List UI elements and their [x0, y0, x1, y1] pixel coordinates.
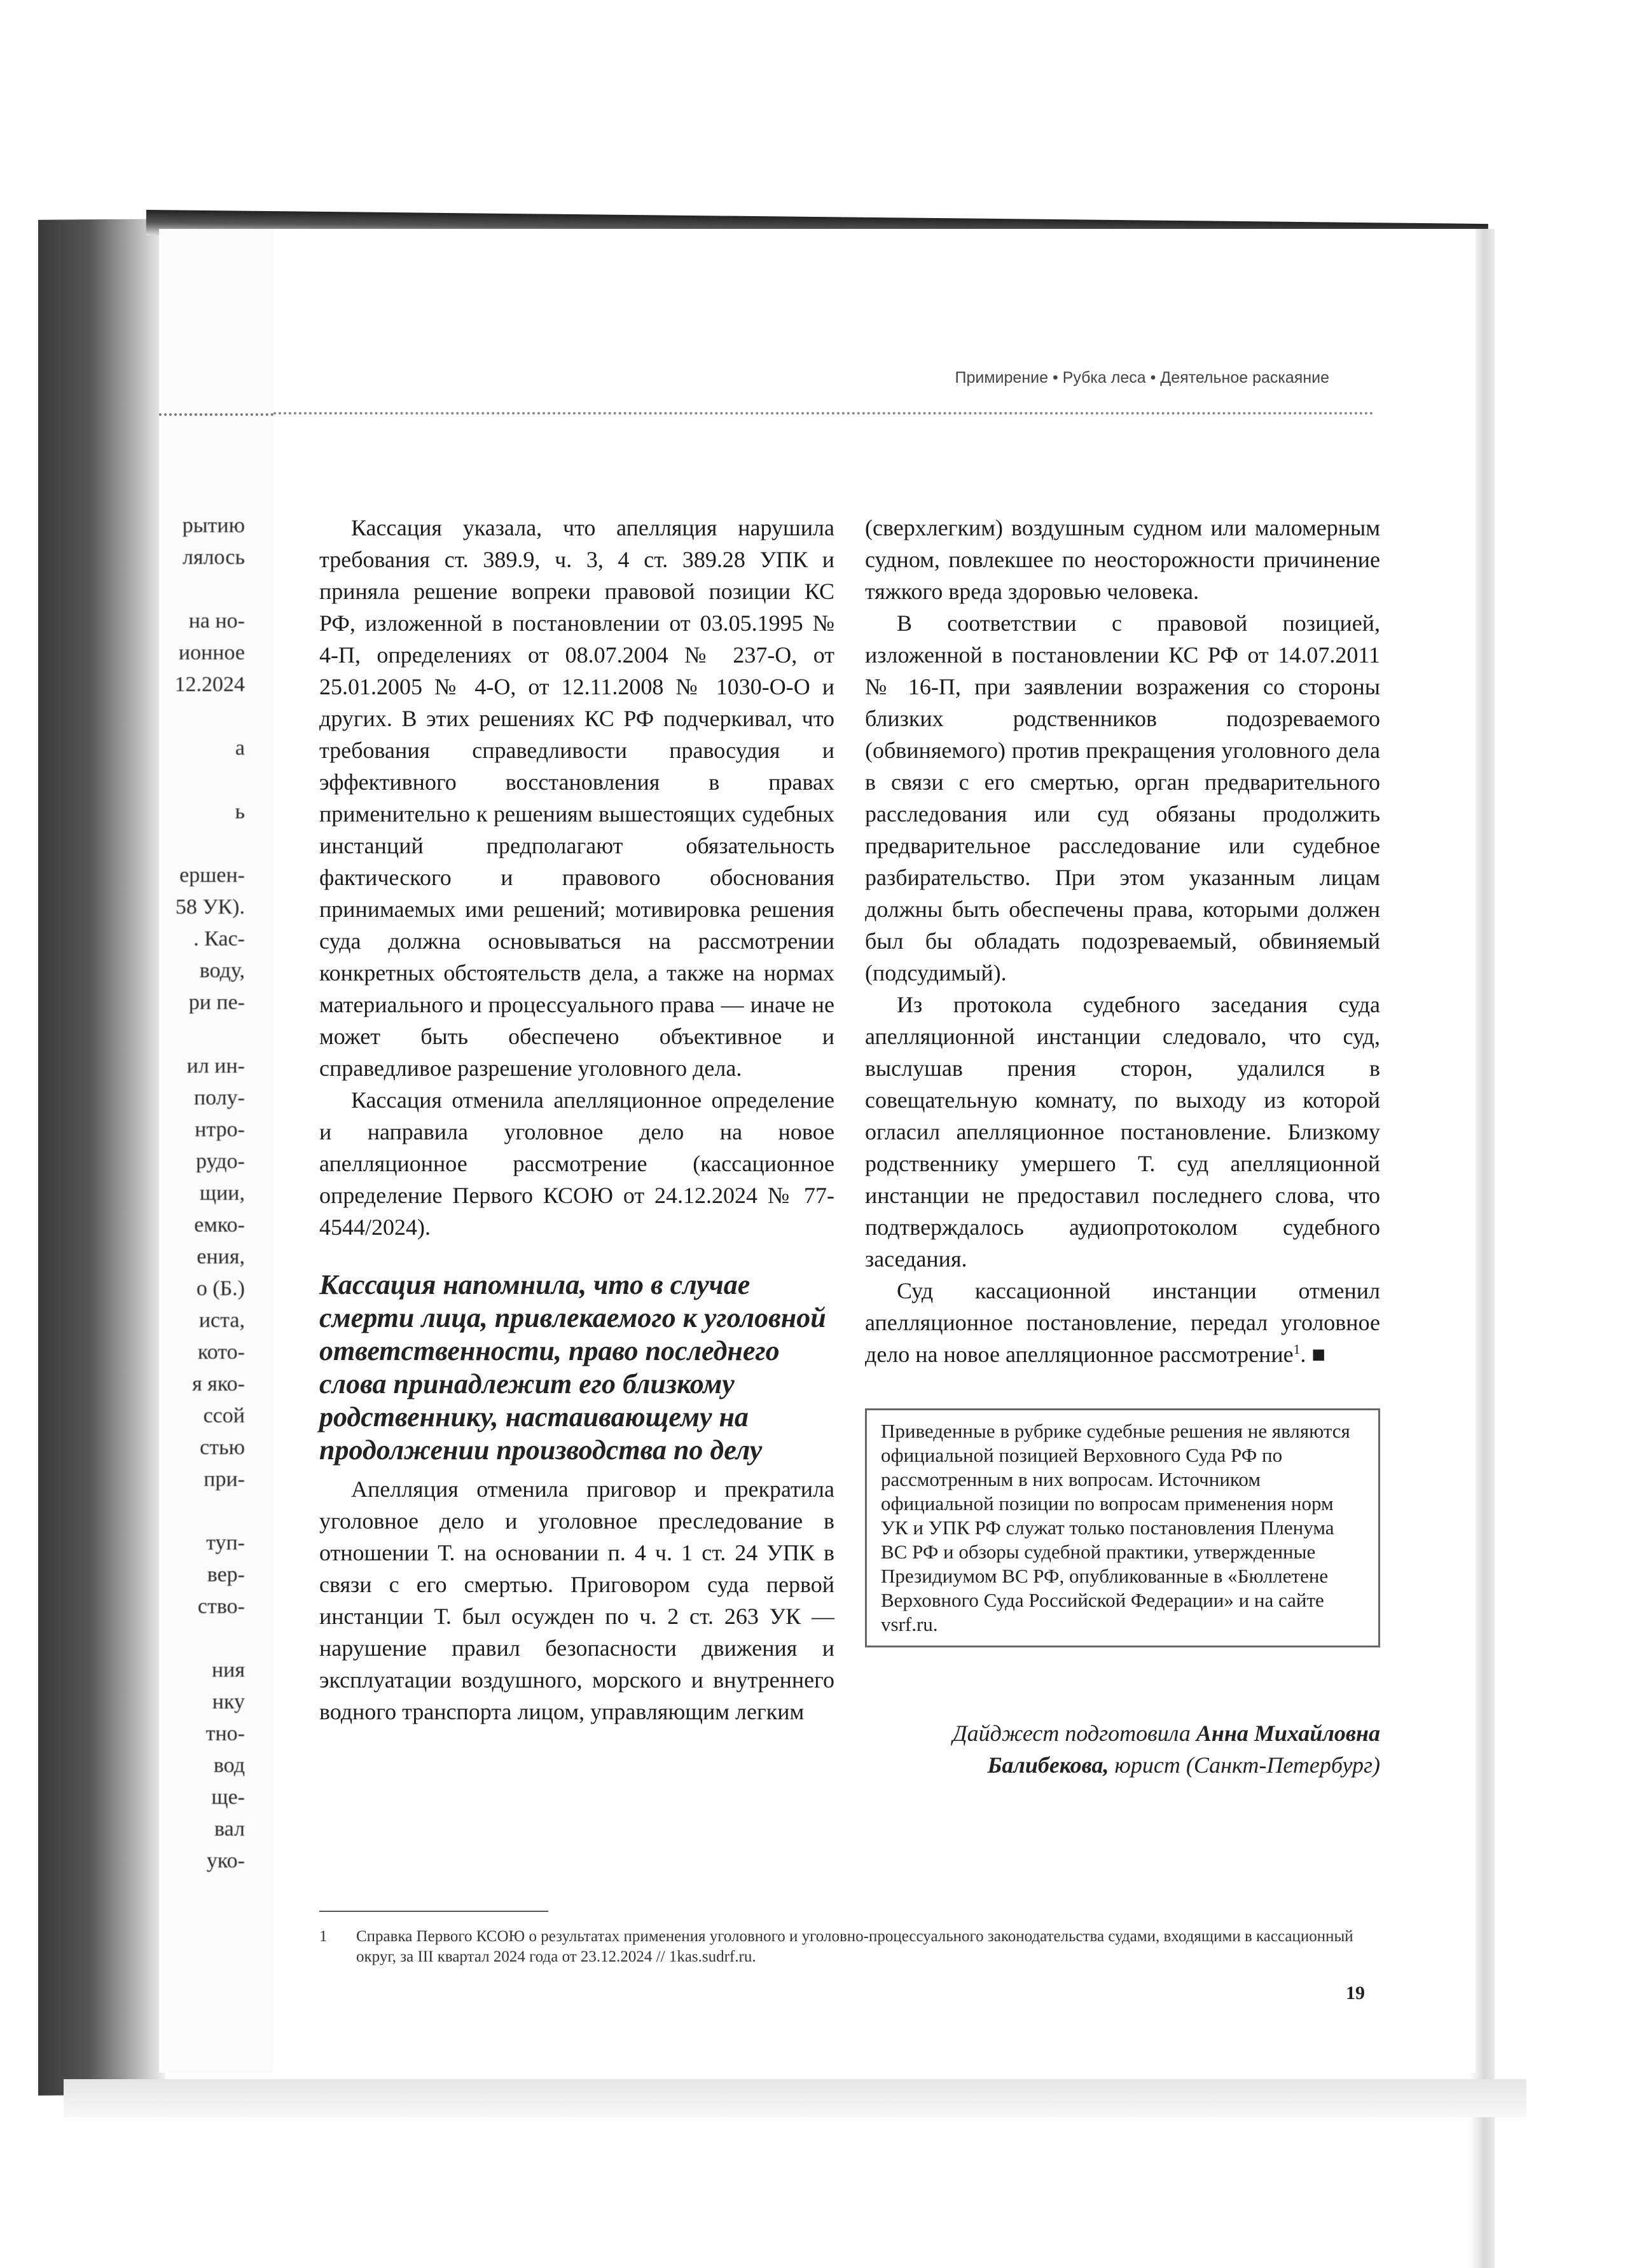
left-page-fragment: ил ин- [186, 1054, 245, 1078]
author-signature [865, 1717, 1380, 1781]
footnote-rule [319, 1911, 548, 1912]
paragraph: Кассация отменила апелляционное определение и направила уголовное дело на новое апелляционное рассмотрение (кассационное определение Первого КСОЮ от 24.12.2024 № 77-4544/2024). [319, 1087, 834, 1240]
left-page-fragment: вал [214, 1817, 245, 1841]
paragraph: Из протокола судебного заседания суда апелляционной инстанции следовало, что суд, выслушав прения сторон, удалился в совещательную комнату, по выходу из которой огласил апелляционное постановление. Близкому родственнику умершего Т. суд апелляционной инстанции не предоставил последнего слова, что подтверждалось аудиопротоколом судебного заседания. [865, 992, 1380, 1272]
left-page-fragment: туп- [206, 1531, 245, 1555]
right-column [865, 512, 1380, 1781]
left-page-fragment: полу- [193, 1086, 245, 1110]
left-page-fragment: ще- [211, 1785, 245, 1809]
scan-shadow-left [38, 219, 165, 2095]
footnote [319, 1927, 1375, 1967]
left-page-fragment: щии, [199, 1181, 245, 1205]
left-page-fragment: ионное [178, 641, 245, 664]
paragraph [865, 1275, 1380, 1370]
left-page-fragment: ения, [197, 1245, 245, 1268]
running-head-rule [273, 412, 1374, 415]
footnote-number: 1 [319, 1928, 328, 1945]
left-page-fragment: ершен- [179, 863, 245, 887]
paragraph-text: Суд кассационной инстанции отменил апелляционное постановление, передал уголовное дело на новое апелляционное рассмотрение [865, 1278, 1380, 1367]
signature-prefix: Дайджест подготовила [952, 1721, 1196, 1746]
left-page-fragment: рытию [182, 514, 245, 537]
scan-shadow-bottom [64, 2079, 1526, 2117]
left-page-fragment: 58 УК). [175, 895, 245, 919]
left-page-fragment: на но- [188, 609, 245, 633]
left-page-fragment: емко- [194, 1213, 245, 1237]
left-page-fragment: рудо- [195, 1150, 245, 1173]
page-number: 19 [1346, 1983, 1365, 2003]
left-page-fragment: a [235, 736, 245, 760]
footnote-text: Справка Первого КСОЮ о результатах применения уголовного и уголовно-процессуального законодательства судами, входящими в кассационный округ, за III квартал 2024 года от 23.12.2024 // 1kas.sudrf.ru. [356, 1928, 1353, 1965]
left-page-fragment: ссой [203, 1404, 245, 1427]
end-mark: . ■ [1300, 1342, 1326, 1367]
left-page-fragment: . Кас- [193, 927, 245, 951]
left-page-fragment: иста, [198, 1309, 245, 1332]
signature-suffix: юрист (Санкт-Петербург) [1109, 1752, 1380, 1778]
left-page-fragment: стью [200, 1436, 245, 1459]
left-page-fragment: о (Б.) [196, 1277, 245, 1300]
left-page-fragment: нтро- [195, 1118, 245, 1141]
left-neighbour-page [159, 229, 275, 2073]
left-column [319, 512, 834, 1728]
left-page-fragment: ри пе- [188, 991, 245, 1014]
left-page-fragment: ь [235, 800, 245, 823]
paragraph: Кассация указала, что апелляция нарушила требования ст. 389.9, ч. 3, 4 ст. 389.28 УПК и приняла решение вопреки правовой позиции КС РФ, изложенной в постановлении от 03.05.1995 № 4-П, определениях от 08.07.2004 № 237-О, от 25.01.2005 № 4-О, от 12.11.2008 № 1030-О-О и других. В этих решениях КС РФ подчеркивал, что требования справедливости правосудия и эффективного восстановления в правах применительно к решениям вышестоящих судебных инстанций предполагают обязательность фактического и правового обоснования принимаемых ими решений; мотивировка решения суда должна основываться на рассмотрении конкретных обстоятельств дела, а также на нормах материального и процессуального права — иначе не может быть обеспечено объективное и справедливое разрешение уголовного дела. [319, 515, 834, 1081]
left-page-fragment: я яко- [192, 1372, 245, 1396]
disclaimer-box: Приведенные в рубрике судебные решения не являются официальной позицией Верховного Суда РФ по рассмотренным в них вопросам. Источником официальной позиции по вопросам применения норм УК и УПК РФ служат только постановления Пленума ВС РФ и обзоры судебной практики, утвержденные Президиумом ВС РФ, опубликованные в «Бюллетене Верховного Суда Российской Федерации» и на сайте vsrf.ru. [865, 1408, 1380, 1647]
left-page-fragment: уко- [206, 1849, 245, 1873]
paragraph: (сверхлегким) воздушным судном или маломерным судном, повлекшее по неосторожности причинение тяжкого вреда здоровью человека. [865, 515, 1380, 604]
footnote-reference: 1 [1293, 1342, 1301, 1357]
left-page-fragment: лялось [182, 546, 245, 569]
left-page-fragment: вод [213, 1754, 245, 1777]
section-subheading: Кассация напомнила, что в случае смерти лица, привлекаемого к уголовной ответственности, право последнего слова принадлежит его близкому родственнику, настаивающему на продолжении производства по делу [319, 1269, 826, 1466]
left-page-fragment: ния [211, 1658, 245, 1682]
left-page-fragment: воду, [199, 959, 245, 982]
paragraph: Апелляция отменила приговор и прекратила уголовное дело и уголовное преследование в отношении Т. на основании п. 4 ч. 1 ст. 24 УПК в связи с его смертью. Приговором суда первой инстанции Т. был осужден по ч. 2 ст. 263 УК — нарушение правил безопасности движения и эксплуатации воздушного, морского и внутреннего водного транспорта лицом, управляющим легким [319, 1476, 834, 1724]
left-page-fragment: кото- [197, 1340, 245, 1364]
left-page-fragment: вер- [207, 1563, 245, 1586]
left-page-fragment: нку [212, 1690, 245, 1714]
left-page-fragment: 12.2024 [174, 673, 245, 696]
left-page-fragment: ство- [197, 1595, 245, 1618]
left-page-fragment: при- [204, 1467, 245, 1491]
running-head: Примирение • Рубка леса • Деятельное раскаяние [955, 369, 1329, 387]
author-name: Анна Михайловна Балибекова, [987, 1721, 1380, 1778]
left-page-fragment: тно- [205, 1722, 245, 1745]
left-page-rule [159, 413, 273, 416]
paragraph: В соответствии с правовой позицией, изложенной в постановлении КС РФ от 14.07.2011 № 16-П, при заявлении возражения со стороны близких родственников подозреваемого (обвиняемого) против прекращения уголовного дела в связи с его смертью, орган предварительного расследования или суд обязаны продолжить предварительное расследование или судебное разбирательство. При этом указанным лицам должны быть обеспечены права, которыми должен был бы обладать подозреваемый, обвиняемый (подсудимый). [865, 610, 1380, 986]
page [273, 229, 1476, 2073]
